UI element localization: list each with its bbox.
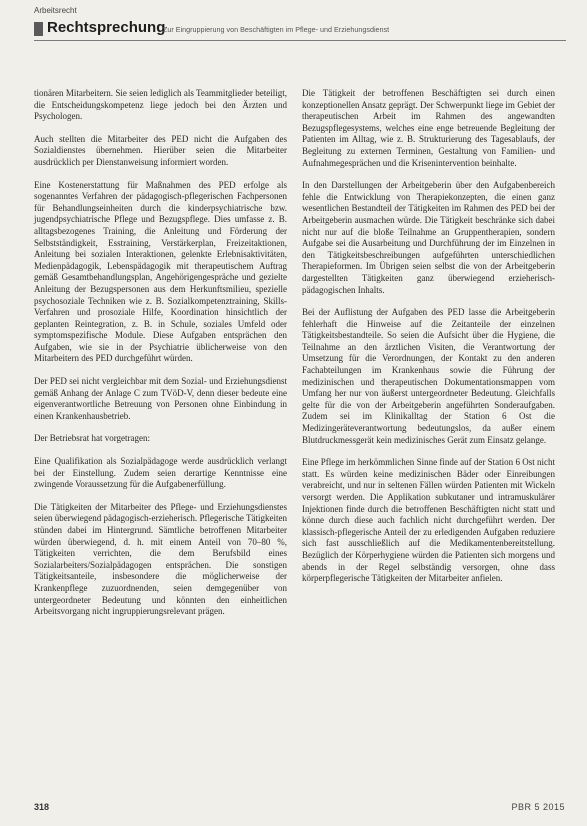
header-marker <box>34 22 43 36</box>
paragraph: Eine Qualifikation als Sozialpädagoge werde ausdrücklich verlangt bei der Einstellung. Zudem seien derartige Kenntnisse eine zwingende Voraussetzung für die Aufgabenerfüllung. <box>34 456 287 490</box>
page-number: 318 <box>34 802 50 812</box>
header-subtitle: Zur Eingruppierung von Beschäftigten im Pflege- und Erziehungsdienst <box>163 25 390 34</box>
paragraph: Auch stellten die Mitarbeiter des PED nicht die Aufgaben des Sozialdienstes übernehmen. Hierüber seien die Mitarbeiter ausdrücklich per Dienstanweisung informiert worden. <box>34 133 287 167</box>
header-rule <box>34 40 566 41</box>
header-title: Rechtsprechung <box>47 19 166 36</box>
paragraph: Der PED sei nicht vergleichbar mit dem Sozial- und Erziehungsdienst gemäß Anhang der Anlage C zum TVöD-V, denn dieser bedeute eine eigenverantwortliche Betreuung von Personen ohne Einbindung in einen Krankenhausbetrieb. <box>34 376 287 421</box>
paragraph: Die Tätigkeit der betroffenen Beschäftigten sei durch einen konzeptionellen Ansatz geprägt. Der Schwerpunkt liege im Gebiet der therapeutischen Arbeit im Rahmen des angewandten Bezugspflegesystems, welches eine enge betreuende Begleitung der Patienten im Alltag, wie z. B. Strukturierung des Tagesablaufs, der Begleitung zu externen Terminen, Gestaltung von Familien- und Aufnahmegesprächen und die Krisenintervention beinhalte. <box>302 88 555 168</box>
paragraph: Eine Kostenerstattung für Maßnahmen des PED erfolge als sogenanntes Verfahren der pädagogisch-pflegerischen Fachpersonen für Behandlungseinheiten durch die kinderpsychiatrische bzw. jugendpsychiatrische Pflege und Bezugspflege. Dies umfasse z. B. alltagsbezogenes Training, die Anleitung und Förderung der Selbstständigkeit, Esstraining, Verstärkerplan, Freizeitaktionen, Anleitung bei sozialen Interaktionen, gelenkte Erlebnisaktivitäten, Medienpädagogik, Lebenspädagogik mit therapeutischem Auftrag gemäß Gesamtbehandlungsplan, Angehörigengespräche und gezielte Anleitung der Bezugspersonen aus dem Herkunftsmilieu, spezielle psychosoziale Techniken wie z. B. Sozialkompetenztraining, Skills-Verfahren und prosoziale Hilfe, Koordination hinsichtlich der geplanten Reintegration, z. B. in Schule, soziales Umfeld oder symptomspezifische Module. Diese Aufgaben entsprächen den Aufgaben, wie sie in der Psychiatrie üblicherweise von den Mitarbeitern des PED durchgeführt würden. <box>34 179 287 364</box>
paragraph: Bei der Auflistung der Aufgaben des PED lasse die Arbeitgeberin fehlerhaft die Hinweise auf die Zeitanteile der einzelnen Tätigkeitsbestandteile. So seien die Aufsicht über die Hygiene, die Teilnahme an den ärztlichen Visiten, die Verantwortung der Umsetzung für die Verordnungen, der Kontakt zu den anderen Fachabteilungen im Krankenhaus sowie die Führung der medizinischen und therapeutischen Dokumentationsmappen vom Umfang her nur von äußerst untergeordneter Bedeutung. Gleichfalls gelte für die von der Arbeitgeberin angeführten Sonderaufgaben. Zudem sei im Klinikalltag der Station 6 Ost die Medizingeräteverantwortung bedeutungslos, da außer einem Blutdruckmessgerät kein medizinisches Gerät zum Einsatz gelange. <box>302 307 555 445</box>
issue-label: PBR 5 2015 <box>511 802 565 812</box>
paragraph: tionären Mitarbeitern. Sie seien lediglich als Teammitglieder beteiligt, die Entscheidungskompetenz liege jedoch bei den Ärzten und Psychologen. <box>34 88 287 122</box>
paragraph: Eine Pflege im herkömmlichen Sinne finde auf der Station 6 Ost nicht statt. Es würden keine medizinischen Bäder oder Einreibungen verabreicht, und nur in seltenen Fällen würden Patienten mit Wickeln versorgt werden. Die Applikation subkutaner und intramuskulärer Injektionen finde durch die betroffenen Beschäftigten nicht statt und könne durch diese auch fachlich nicht durchgeführt werden. Der klassisch-pflegerische Anteil der zu erledigenden Aufgaben reduziere sich fast ausschließlich auf die Medikamentenbereitstellung. Bezüglich der Körperhygiene würden die Patienten sich morgens und abends in der Regel selbständig versorgen, ohne dass körperpflegerische Tätigkeiten der Mitarbeiter anfielen. <box>302 457 555 584</box>
paragraph: Der Betriebsrat hat vorgetragen: <box>34 433 151 444</box>
left-column <box>34 88 287 629</box>
page-header <box>34 18 566 40</box>
paragraph: Die Tätigkeiten der Mitarbeiter des Pflege- und Erziehungsdienstes seien überwiegend pädagogisch-erzieherisch. Pflegerische Tätigkeiten stünden dabei im Hintergrund. Sämtliche betroffenen Mitarbeiter würden überwiegend, d. h. mit einem Anteil von 70–80 %, Tätigkeiten verrichten, die dem Berufsbild eines Sozialarbeiters/Sozialpädagogen entsprächen. Die sonstigen Tätigkeitsanteile, insbesondere die möglicherweise der Krankenpflege zuzuordnenden, seien demgegenüber von untergeordneter Bedeutung und könnten den einheitlichen Arbeitsvorgang nicht ingruppierungsrelevant prägen. <box>34 501 287 617</box>
paragraph: In den Darstellungen der Arbeitgeberin über den Aufgabenbereich fehle die Entwicklung von Therapiekonzepten, die einen ganz wesentlichen Bestandteil der Tätigkeiten im Rahmen des PED bei der Arbeitgeberin ausmachen würde. Die Tätigkeit beschränke sich dabei nicht nur auf die bloße Teilnahme an Gruppentherapien, sondern Aufgabe sei die Ausarbeitung und Durchführung der im Einzelnen in den Tätigkeitsbeschreibungen aufgeführten unterschiedlichen Therapieformen. Im Übrigen seien selbst die von der Arbeitgeberin dargestellten Tätigkeiten ganz überwiegend erzieherisch-pädagogischen Inhalts. <box>302 180 555 295</box>
section-label: Arbeitsrecht <box>34 6 77 15</box>
right-column <box>302 88 555 596</box>
